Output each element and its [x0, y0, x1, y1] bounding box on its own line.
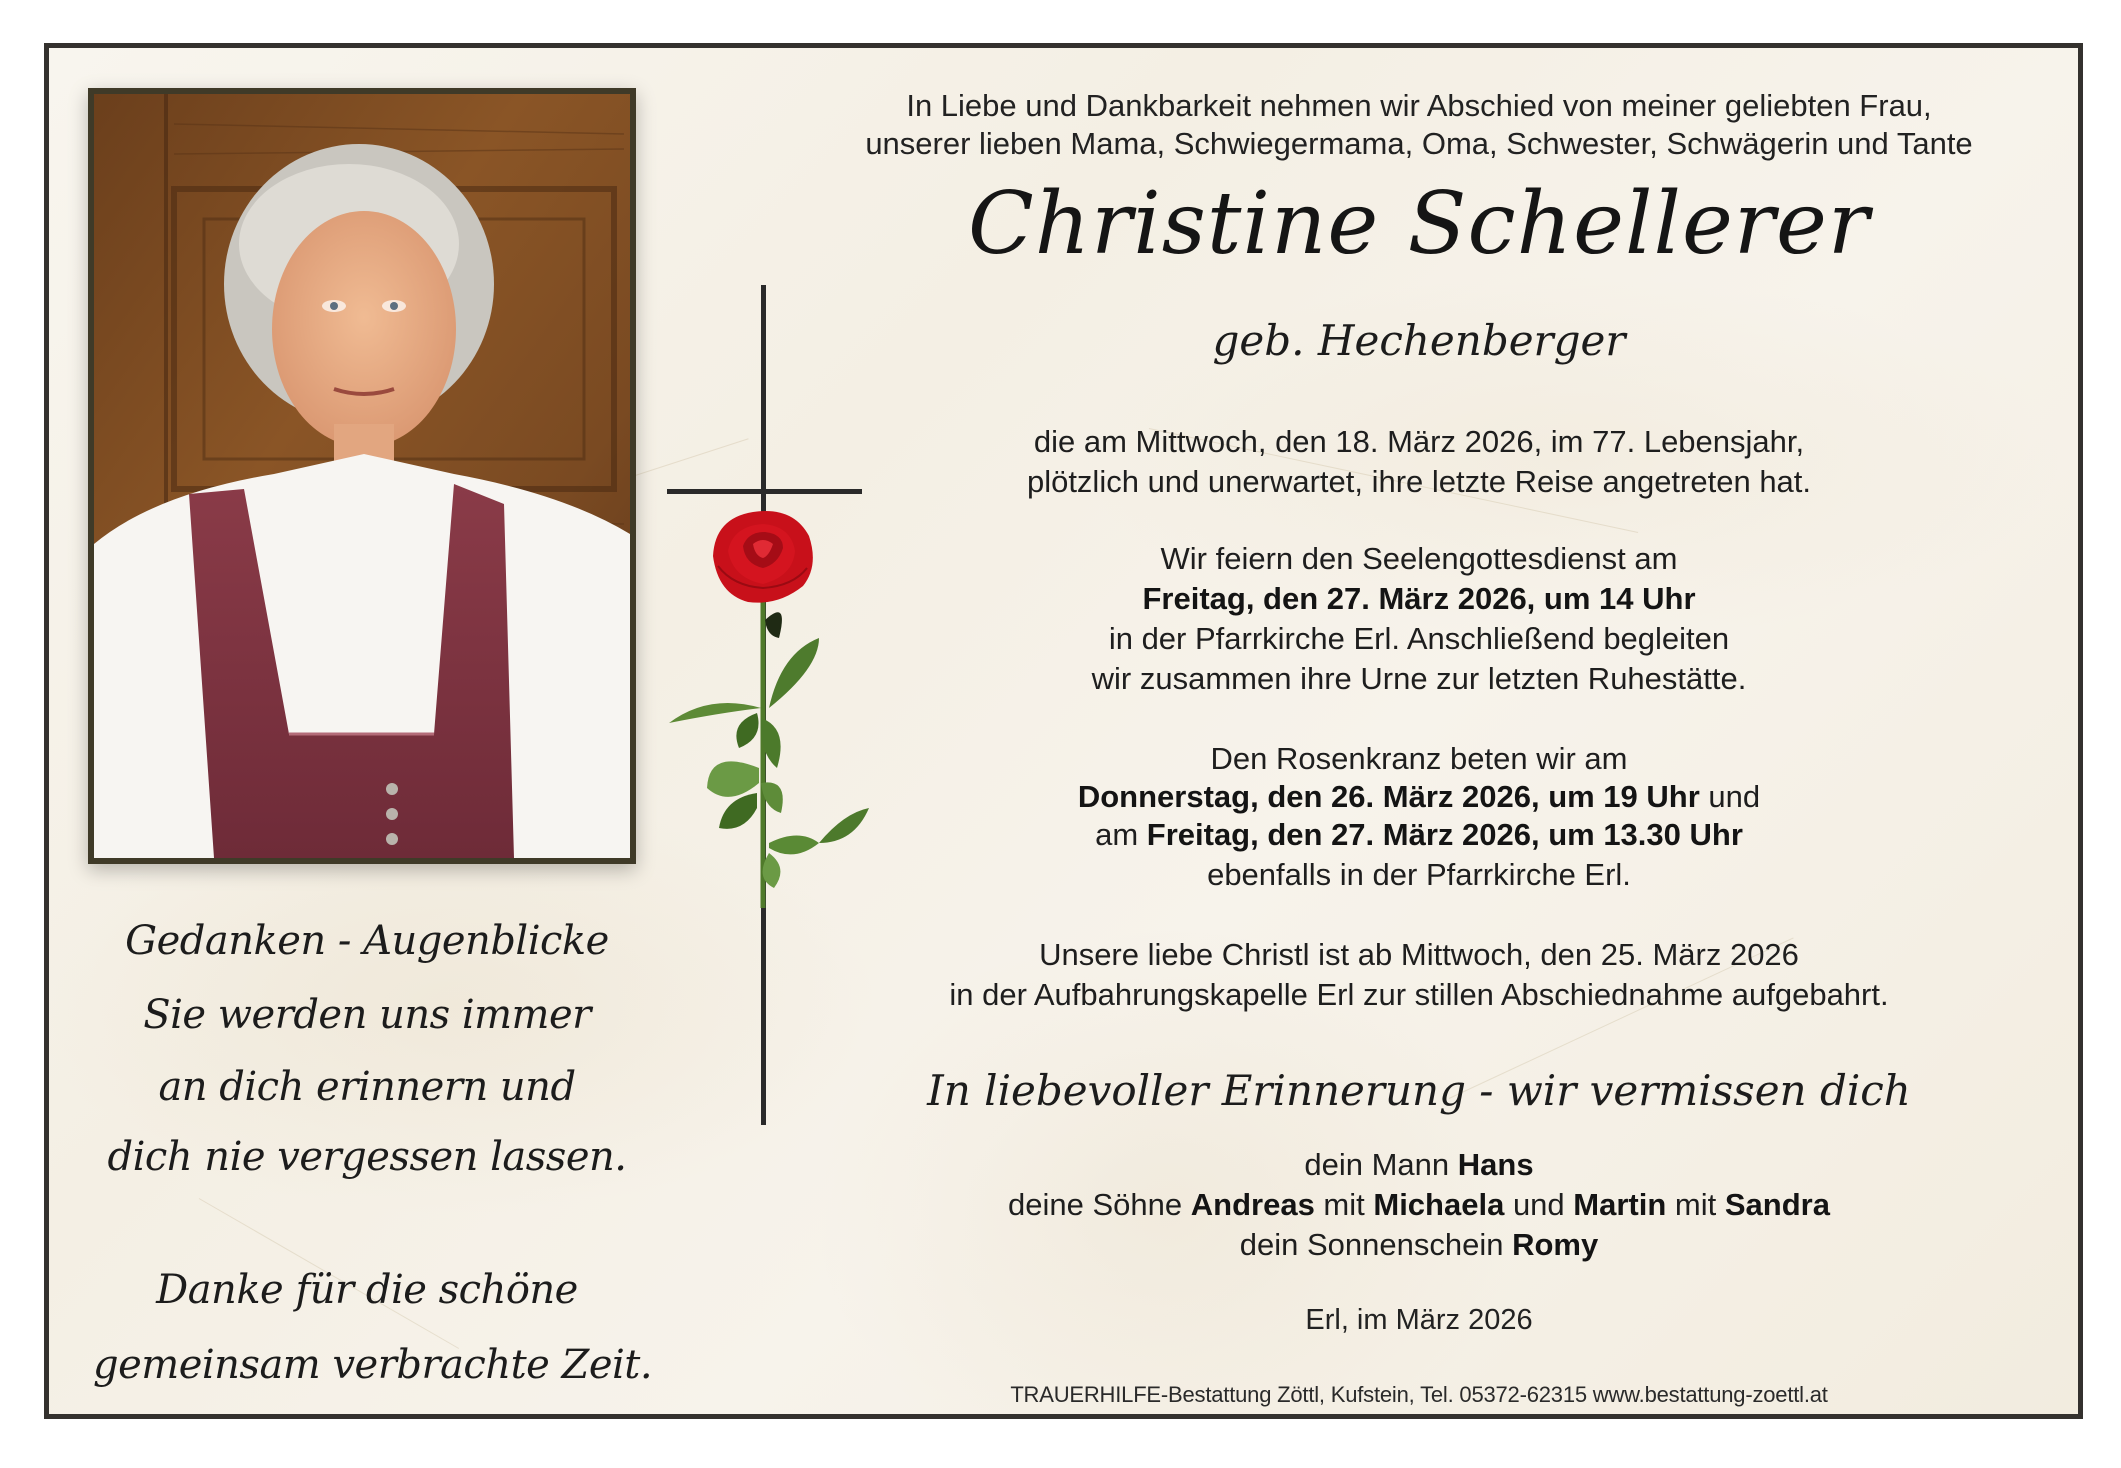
mourner-name: Sandra — [1724, 1187, 1830, 1222]
poem-line: Sie werden uns immer — [143, 992, 591, 1038]
mourner-label: dein Mann — [1304, 1147, 1458, 1182]
obituary-card — [44, 43, 2083, 1419]
mourner-label: mit — [1314, 1187, 1374, 1222]
intro-line: In Liebe und Dankbarkeit nehmen wir Abschied von meiner geliebten Frau, — [906, 88, 1932, 123]
place-date: Erl, im März 2026 — [1305, 1304, 1533, 1336]
motto: In liebevoller Erinnerung - wir vermissen dich — [927, 1066, 1911, 1115]
poem — [93, 48, 653, 1414]
mourner-name: Michaela — [1373, 1187, 1505, 1222]
mourner-name: Hans — [1457, 1147, 1534, 1182]
death-notice-line: die am Mittwoch, den 18. März 2026, im 77. Lebensjahr, — [1033, 424, 1805, 459]
funeral-home-footer: TRAUERHILFE-Bestattung Zöttl, Kufstein, Tel. 05372-62315 www.bestattung-zoettl.at — [1010, 1382, 1828, 1407]
rosary-date-1 — [769, 779, 2069, 815]
maiden-name: geb. Hechenberger — [1212, 316, 1626, 365]
mourner-label: deine Söhne — [1008, 1187, 1191, 1222]
poem-line: gemeinsam verbrachte Zeit. — [93, 1342, 653, 1388]
poem-line: Danke für die schöne — [156, 1267, 578, 1313]
deceased-name: Christine Schellerer — [967, 174, 1870, 274]
mourner-name: Andreas — [1190, 1187, 1315, 1222]
poem-line: Gedanken - Augenblicke — [125, 918, 609, 964]
funeral-mass-date-bold: Freitag, den 27. März 2026, um 14 Uhr — [1142, 581, 1696, 616]
viewing-line: in der Aufbahrungskapelle Erl zur stillen Abschiednahme aufgebahrt. — [949, 977, 1889, 1012]
funeral-mass-line: Wir feiern den Seelengottesdienst am — [1160, 541, 1678, 576]
poem-line: dich nie vergessen lassen. — [107, 1134, 627, 1180]
funeral-mass-date — [769, 581, 2069, 617]
rosary-date-2-prefix: am — [1095, 817, 1147, 852]
rosary-date-2-bold: Freitag, den 27. März 2026, um 13.30 Uhr — [1146, 817, 1743, 852]
obituary-text — [769, 48, 2069, 1414]
mourner-label: und — [1504, 1187, 1574, 1222]
poem-line: an dich erinnern und — [158, 1064, 576, 1110]
mourner-line-grandchild — [769, 1227, 2069, 1263]
rosary-line: Den Rosenkranz beten wir am — [1210, 741, 1628, 776]
rosary-date-1-bold: Donnerstag, den 26. März 2026, um 19 Uhr — [1077, 779, 1700, 814]
death-notice-line: plötzlich und unerwartet, ihre letzte Reise angetreten hat. — [1026, 464, 1812, 499]
viewing-line: Unsere liebe Christl ist ab Mittwoch, den 25. März 2026 — [1039, 937, 1799, 972]
rosary-date-2 — [769, 817, 2069, 853]
mourner-name: Martin — [1573, 1187, 1667, 1222]
rosary-line: ebenfalls in der Pfarrkirche Erl. — [1207, 857, 1631, 892]
mourner-label: dein Sonnenschein — [1239, 1227, 1513, 1262]
mourner-name: Romy — [1512, 1227, 1599, 1262]
intro-line: unserer lieben Mama, Schwiegermama, Oma, Schwester, Schwägerin und Tante — [865, 126, 1973, 161]
funeral-mass-line: wir zusammen ihre Urne zur letzten Ruhestätte. — [1091, 661, 1747, 696]
mourner-line-sons — [769, 1187, 2069, 1223]
mourner-line-husband — [769, 1147, 2069, 1183]
rosary-date-1-suffix: und — [1699, 779, 1761, 814]
funeral-mass-line: in der Pfarrkirche Erl. Anschließend begleiten — [1108, 621, 1730, 656]
mourner-label: mit — [1666, 1187, 1725, 1222]
